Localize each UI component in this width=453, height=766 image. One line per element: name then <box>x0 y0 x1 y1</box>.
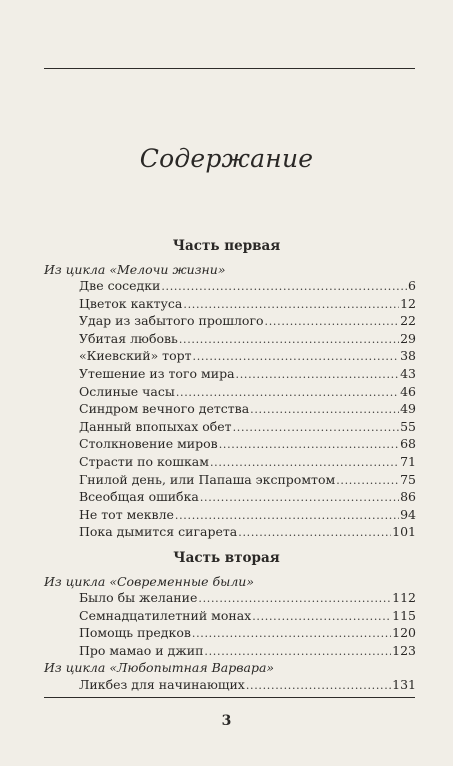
dot-leader <box>161 278 407 296</box>
toc-entry-page: 55 <box>400 418 416 434</box>
cycle-heading-varvara <box>44 660 274 675</box>
dot-leader <box>204 643 391 661</box>
page-title: Содержание <box>139 144 314 173</box>
toc-entry-page: 131 <box>392 677 416 692</box>
part-one-heading: Часть первая <box>172 238 281 254</box>
toc-entry-page: 101 <box>392 524 416 540</box>
dot-leader <box>238 524 391 542</box>
toc-entry <box>79 607 416 625</box>
toc-entry-title: «Киевский» торт <box>79 348 192 364</box>
cycle-heading-melochi <box>44 262 225 277</box>
dot-leader <box>183 296 399 314</box>
dot-leader <box>200 489 399 507</box>
toc-entry <box>79 365 416 383</box>
toc-entry <box>79 676 416 694</box>
toc-entry <box>79 418 416 436</box>
page-number: 3 <box>221 713 232 729</box>
toc-entry-title: Удар из забытого прошлого <box>79 313 264 329</box>
toc-entry-page: 115 <box>392 607 416 623</box>
toc-entry-page: 120 <box>392 625 416 641</box>
toc-entry-title: Помощь предков <box>79 625 191 641</box>
dot-leader <box>193 348 400 366</box>
toc-entry <box>79 383 416 401</box>
toc-entry-page: 43 <box>400 365 416 381</box>
dot-leader <box>236 366 400 384</box>
toc-entry-title: Семнадцатилетний монах <box>79 607 252 623</box>
toc-entry-page: 38 <box>400 348 416 364</box>
toc-entry-page: 49 <box>400 401 416 417</box>
dot-leader <box>250 401 399 419</box>
toc-entry <box>79 523 416 541</box>
dot-leader <box>252 608 391 626</box>
toc-entry-page: 112 <box>392 590 416 605</box>
toc-list-part-one <box>79 277 416 541</box>
toc-entry-title: Синдром вечного детства <box>79 401 250 417</box>
toc-entry-title: Убитая любовь <box>79 330 178 346</box>
toc-entry-title: Про мамао и джип <box>79 642 204 658</box>
cycle-name: «Современные были» <box>109 574 254 589</box>
toc-entry-title: Было бы желание <box>79 590 198 605</box>
dot-leader <box>175 507 399 525</box>
toc-list-part-two-a <box>79 589 416 659</box>
cycle-prefix: Из цикла <box>44 262 110 277</box>
cycle-prefix: Из цикла <box>44 660 110 675</box>
toc-entry-page: 12 <box>400 295 416 311</box>
toc-list-part-two-b <box>79 676 416 694</box>
cycle-prefix: Из цикла <box>44 574 110 589</box>
toc-entry-title: Всеобщая ошибка <box>79 489 199 505</box>
toc-entry-title: Столкновение миров <box>79 436 218 452</box>
top-rule <box>44 68 415 69</box>
toc-entry-page: 71 <box>400 453 416 469</box>
toc-entry-page: 6 <box>408 278 416 293</box>
toc-entry <box>79 400 416 418</box>
toc-entry-title: Утешение из того мира <box>79 365 235 381</box>
toc-entry <box>79 642 416 660</box>
cycle-heading-sovremennye <box>44 574 254 589</box>
toc-entry-title: Пока дымится сигарета <box>79 524 238 540</box>
toc-entry-title: Две соседки <box>79 278 161 293</box>
toc-entry <box>79 312 416 330</box>
toc-entry-page: 29 <box>400 330 416 346</box>
bottom-rule <box>44 697 415 698</box>
part-two-heading: Часть вторая <box>173 550 280 566</box>
toc-entry-page: 46 <box>400 383 416 399</box>
toc-entry <box>79 471 416 489</box>
cycle-name: «Любопытная Варвара» <box>109 660 275 675</box>
dot-leader <box>233 419 399 437</box>
dot-leader <box>210 454 399 472</box>
toc-entry-title: Ликбез для начинающих <box>79 677 245 692</box>
dot-leader <box>176 384 399 402</box>
toc-entry-page: 75 <box>400 471 416 487</box>
toc-entry-page: 68 <box>400 436 416 452</box>
toc-entry <box>79 435 416 453</box>
toc-entry-title: Цветок кактуса <box>79 295 183 311</box>
toc-entry-page: 123 <box>392 642 416 658</box>
toc-entry <box>79 330 416 348</box>
toc-entry <box>79 453 416 471</box>
toc-entry-title: Гнилой день, или Папаша экспромтом <box>79 471 336 487</box>
dot-leader <box>192 625 391 643</box>
dot-leader <box>219 436 399 454</box>
toc-entry <box>79 488 416 506</box>
toc-entry-title: Ослиные часы <box>79 383 175 399</box>
toc-entry-title: Данный впопыхах обет <box>79 418 232 434</box>
cycle-name: «Мелочи жизни» <box>109 262 226 277</box>
dot-leader <box>179 331 399 349</box>
toc-entry <box>79 589 416 607</box>
toc-entry <box>79 347 416 365</box>
toc-entry <box>79 624 416 642</box>
toc-entry <box>79 295 416 313</box>
toc-entry-page: 86 <box>400 489 416 505</box>
dot-leader <box>246 677 391 695</box>
toc-entry-title: Страсти по кошкам <box>79 453 209 469</box>
toc-entry-page: 22 <box>400 313 416 329</box>
toc-entry-page: 94 <box>400 506 416 522</box>
dot-leader <box>198 590 391 608</box>
toc-entry <box>79 506 416 524</box>
toc-entry <box>79 277 416 295</box>
dot-leader <box>265 313 400 331</box>
toc-entry-title: Не тот меквле <box>79 506 174 522</box>
dot-leader <box>336 472 399 490</box>
